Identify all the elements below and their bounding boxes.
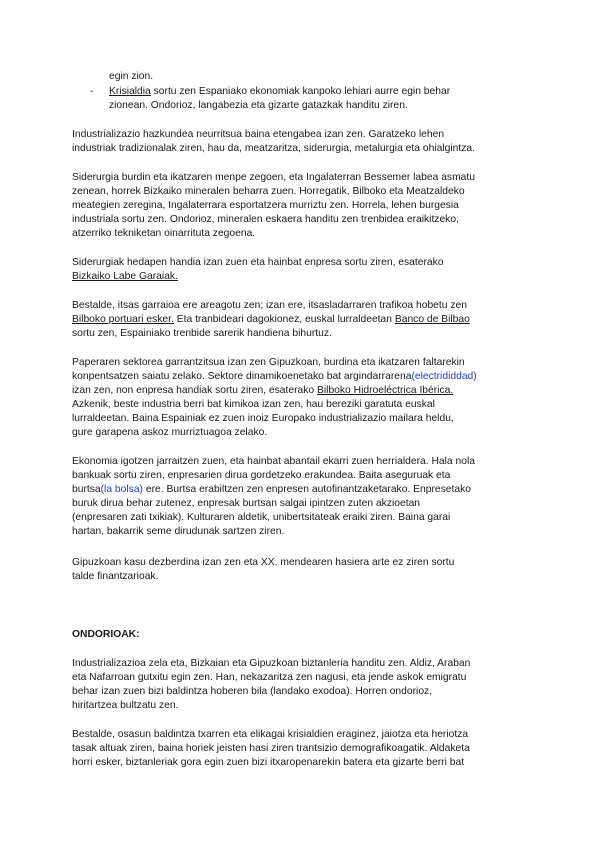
paragraph-8-line-1: Industrializazioa zela eta, Bizkaian eta Gipuzkoan biztanleria handitu zen. Aldiz, Araban: [72, 658, 471, 669]
bullet-dash: -: [90, 86, 94, 97]
bizkaiko-labe-garaiak-link[interactable]: Bizkaiko Labe Garaiak.: [72, 271, 178, 282]
bullet-continuation: egin zion.: [109, 71, 154, 82]
paragraph-7-line-2: talde finantzarioak.: [72, 571, 159, 582]
paragraph-6-line-6: hartan, bakarrik seme dirudunak sartzen ziren.: [72, 526, 285, 537]
electrididdad-note: (electrididdad): [411, 371, 477, 382]
paragraph-6-line-3: burtsa(la bolsa) ere. Burtsa erabiltzen zen enpresen autofinantzaketarako. Enpresetako: [72, 484, 471, 495]
bullet-item: Krisialdia sortu zen Espaniako ekonomiak kanpoko lehiari aurre egin behar: [109, 86, 451, 97]
paragraph-4-line-3: sortu zen, Espainiako trenbide sarerik handiena bihurtuz.: [72, 328, 332, 339]
banco-de-bilbao-link[interactable]: Banco de Bilbao: [394, 314, 470, 325]
paragraph-9-line-3: horri esker, biztanleriak gora egin zuen bizi itxaropenarekin batera eta gizarte berri bat: [72, 757, 465, 768]
paragraph-8-line-2: eta Nafarroan gutxitu egin zen. Han, nekazaritza zen nagusi, eta jende askok emigratu: [72, 672, 467, 683]
paragraph-1-line-1: Industrializazio hazkundea neurritsua baina etengabea izan zen. Garatzeko lehen: [72, 129, 445, 140]
paragraph-1-line-2: industriak tradizionalak ziren, hau da, meatzaritza, siderurgia, metalurgia eta ohialgintza.: [72, 143, 475, 154]
paragraph-2-line-5: atzerriko tekniketan oinarrituta zegoena.: [72, 228, 256, 239]
hidroelectrica-iberica-link[interactable]: Bilboko Hidroeléctrica Ibérica.: [317, 385, 454, 396]
paragraph-4-line-1: Bestalde, itsas garraioa ere areagotu zen; izan ere, itsasladarraren trafikoa hobetu zen: [72, 300, 467, 311]
krisialdia-link[interactable]: Krisialdia: [109, 86, 151, 97]
paragraph-2-line-3: meategien zeregina, Ingalaterrara esportatzera murriztu zen. Horrela, lehen burgesia: [72, 200, 459, 211]
paragraph-5-line-4: Azkenik, beste industria berri bat kimikoa izan zen, hau bereziki garatuta euskal: [72, 399, 435, 410]
bilboko-portua-link[interactable]: Bilboko portuari esker.: [72, 314, 174, 325]
paragraph-5-line-1: Paperaren sektorea garrantzitsua izan zen Gipuzkoan, burdina eta ikatzaren faltarekin: [72, 357, 465, 368]
paragraph-9-line-1: Bestalde, osasun baldintza txarren eta elikagai krisialdien eraginez, jaiotza eta heriotza: [72, 729, 469, 740]
paragraph-9-line-2: tasak altuak ziren, baina horiek jeisten hasi ziren trantsizio demografikoagatik. Aldaketa: [72, 743, 470, 754]
paragraph-5-line-5: lurraldeetan. Baina Espainiak ez zuen inoiz Europako industrializazio mailara heldu,: [72, 413, 454, 424]
paragraph-5-line-2: konpentsatzen saiatu zelako. Sektore dinamikoenetako bat argindarrarena(electrididdad): [72, 371, 477, 382]
paragraph-6-line-2: bankuak sortu ziren, enpresarien dirua gordetzeko erakundea. Baita aseguruak eta: [72, 470, 451, 481]
la-bolsa-note: (la bolsa): [100, 484, 143, 495]
section-heading: ONDORIOAK:: [72, 629, 140, 640]
paragraph-2-line-2: zenean, horrek Bizkaiko mineralen beharra zuen. Horregatik, Bilboko eta Meatzaldeko: [72, 186, 465, 197]
paragraph-6-line-1: Ekonomia igotzen jarraitzen zuen, eta hainbat abantail ekarri zuen herrialdera. Hala nola: [72, 456, 475, 467]
paragraph-4-line-2: Bilboko portuari esker. Eta tranbideari dagokionez, euskal lurraldeetan Banco de Bilbao: [72, 314, 470, 325]
paragraph-3-line-1: Siderurgiak hedapen handia izan zuen eta hainbat enpresa sortu ziren, esaterako: [72, 257, 444, 268]
paragraph-2-line-1: Siderurgia burdin eta ikatzaren menpe zegoen, eta Ingalaterran Bessemer labea asmatu: [72, 172, 475, 183]
paragraph-3-line-2: [72, 270, 178, 284]
paragraph-5-line-3: izan zen, non enpresa handiak sortu ziren, esaterako Bilboko Hidroeléctrica Ibérica.: [72, 385, 454, 396]
paragraph-7-line-1: Gipuzkoan kasu dezberdina izan zen eta XX. mendearen hasiera arte ez ziren sortu: [72, 557, 455, 568]
paragraph-8-line-3: behar izan zuen bizi baldintza hoberen bila (landako exodoa). Horren ondorioz,: [72, 686, 433, 697]
paragraph-6-line-4: buruk dirua behar zutenez, enpresak burtsan salgai ipintzen zuten akzioetan: [72, 498, 421, 509]
paragraph-8-line-4: hiritartzea bultzatu zen.: [72, 700, 179, 711]
paragraph-2-line-4: industriala sortu zen. Ondorioz, mineralen eskaera handitu zen trenbidea eraikitzeko,: [72, 214, 459, 225]
paragraph-6-line-5: (enpresaren zati txikiak). Kulturaren aldetik, unibertsitateak eraiki ziren. Baina garai: [72, 512, 451, 523]
bullet-item-line2: zionean. Ondorioz, langabezia eta gizarte gatazkak handitu ziren.: [109, 100, 408, 111]
paragraph-5-line-6: gure garapena askoz murriztuagoa zelako.: [72, 427, 268, 438]
